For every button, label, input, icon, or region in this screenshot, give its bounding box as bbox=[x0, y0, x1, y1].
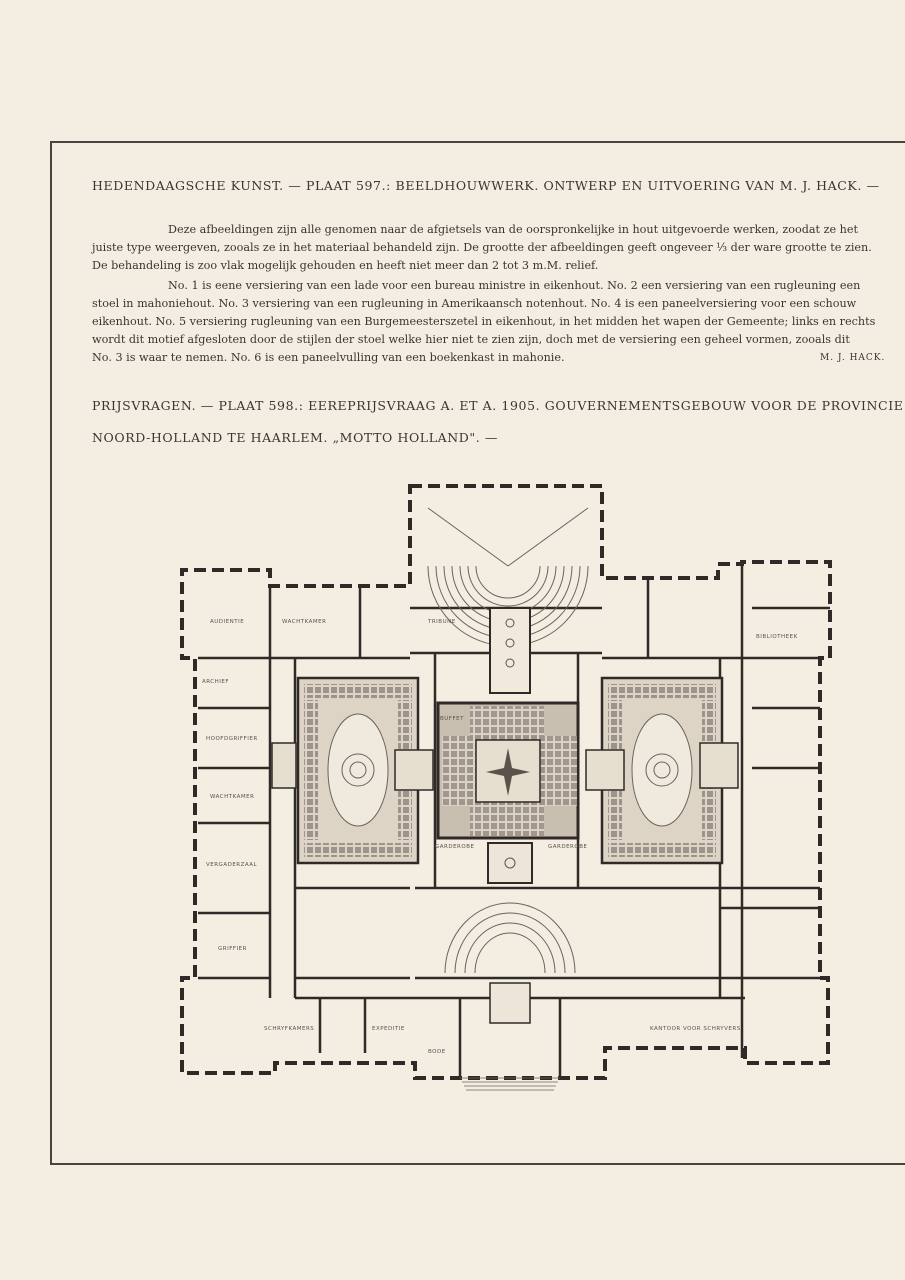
description-line-3: De behandeling is zoo vlak mogelijk gehouden en heeft niet meer dan 2 tot 3 m.M. relief. bbox=[92, 259, 599, 272]
label-archief: ARCHIEF bbox=[202, 679, 230, 685]
signature: M. J. HACK. bbox=[820, 353, 886, 363]
label-wachtkamer: WACHTKAMER bbox=[210, 794, 255, 800]
label-kantoor: KANTOOR VOOR SCHRYVERS bbox=[650, 1026, 741, 1032]
label-wachtkamer-top: WACHTKAMER bbox=[282, 619, 327, 625]
label-expeditie: EXPEDITIE bbox=[372, 1026, 405, 1032]
label-buffet: BUFFET bbox=[440, 716, 464, 722]
plate-597-title: HEDENDAAGSCHE KUNST. — PLAAT 597.: BEELDHOUWWERK. ONTWERP EN UITVOERING VAN M. J. HACK. — bbox=[92, 178, 880, 193]
floor-plan bbox=[170, 478, 850, 1098]
description-line-7: wordt dit motief afgesloten door de stijlen der stoel welke hier niet te zien zijn, doch met de versiering een geheel vormen, zooals dit bbox=[92, 333, 850, 346]
description-line-2: juiste type weergeven, zooals ze in het materiaal behandeld zijn. De grootte der afbeeldingen geeft ongeveer ⅓ der ware grootte te zien. bbox=[92, 241, 872, 254]
label-hoofdgriffier: HOOFDGRIFFIER bbox=[206, 736, 258, 742]
description-line-8: No. 3 is waar te nemen. No. 6 is een paneelvulling van een boekenkast in mahonie. bbox=[92, 351, 565, 364]
plate-598-title-line-1: PRIJSVRAGEN. — PLAAT 598.: EEREPRIJSVRAAG A. ET A. 1905. GOUVERNEMENTSGEBOUW VOOR DE PROVINCIE bbox=[92, 398, 904, 413]
description-line-1: Deze afbeeldingen zijn alle genomen naar de afgietsels van de oorspronkelijke in hout uitgevoerde werken, zoodat ze het bbox=[168, 223, 858, 236]
description-line-5: stoel in mahoniehout. No. 3 versiering van een rugleuning in Amerikaansch notenhout. No. 4 is een paneelversiering voor een schouw bbox=[92, 297, 857, 310]
description-line-6: eikenhout. No. 5 versiering rugleuning van een Burgemeesterszetel in eikenhout, in het midden het wapen der Gemeente; links en rechts bbox=[92, 315, 876, 328]
label-schryfkamers: SCHRYFKAMERS bbox=[264, 1026, 315, 1032]
label-vergaderzaal: VERGADERZAAL bbox=[206, 862, 258, 868]
label-garderobe-right: GARDEROBE bbox=[548, 844, 588, 850]
label-bode: BODE bbox=[428, 1049, 446, 1055]
label-griffier: GRIFFIER bbox=[218, 946, 247, 952]
plate-598-title-line-2: NOORD-HOLLAND TE HAARLEM. „MOTTO HOLLAND". — bbox=[92, 430, 498, 445]
label-garderobe-left: GARDEROBE bbox=[435, 844, 475, 850]
label-audientie: AUDIENTIE bbox=[210, 619, 245, 625]
label-tribune: TRIBUNE bbox=[428, 619, 456, 625]
description-line-4: No. 1 is eene versiering van een lade voor een bureau ministre in eikenhout. No. 2 een versiering van een rugleuning een bbox=[168, 279, 861, 292]
label-bibliotheek: BIBLIOTHEEK bbox=[756, 634, 798, 640]
